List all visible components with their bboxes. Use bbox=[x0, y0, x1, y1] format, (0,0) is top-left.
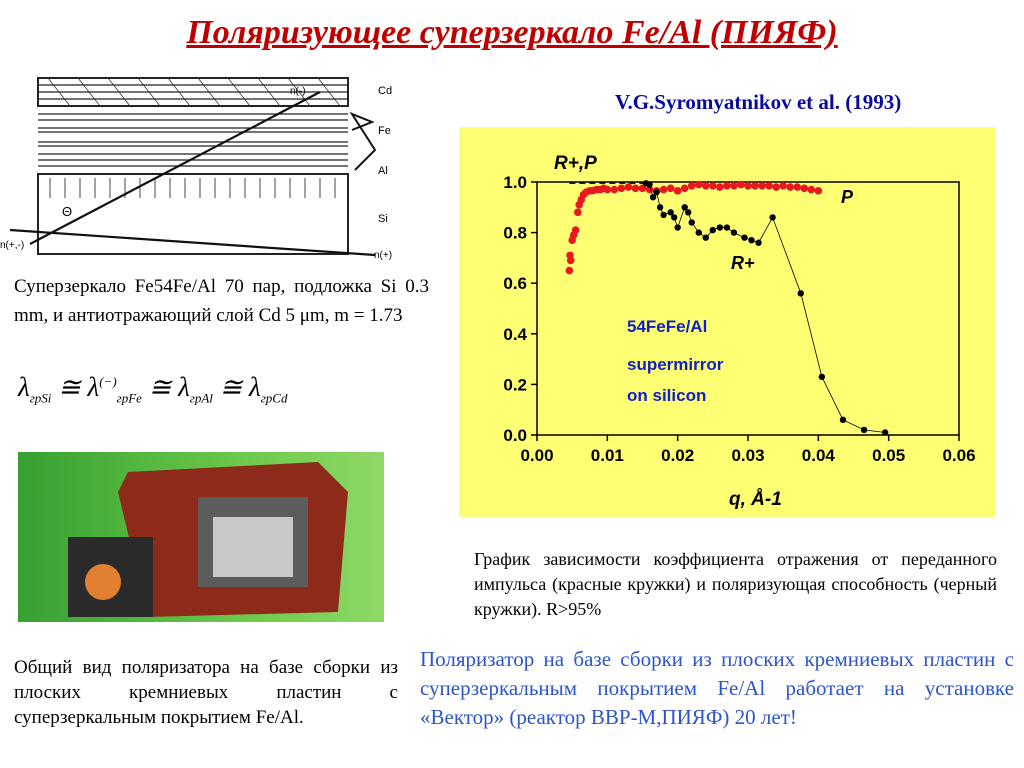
x-tick-label: 0.03 bbox=[731, 446, 765, 465]
reference-label: V.G.Syromyatnikov et al. (1993) bbox=[615, 90, 902, 114]
point-p bbox=[751, 182, 759, 190]
series-label-r: R+ bbox=[731, 253, 755, 273]
point-p bbox=[730, 182, 738, 190]
point-r bbox=[696, 229, 702, 235]
point-p bbox=[660, 186, 668, 194]
x-axis-label: q, Å-1 bbox=[729, 489, 782, 510]
point-r bbox=[674, 224, 680, 230]
point-p bbox=[737, 181, 745, 189]
point-p bbox=[709, 182, 717, 190]
y-tick-label: 1.0 bbox=[503, 173, 527, 192]
x-tick-label: 0.01 bbox=[590, 446, 624, 465]
n-minus-label: n(-) bbox=[290, 86, 306, 97]
point-p bbox=[808, 186, 816, 194]
y-tick-label: 0.6 bbox=[503, 274, 527, 294]
fe-label: Fe bbox=[378, 125, 391, 137]
annotation-line-2: supermirror bbox=[627, 355, 724, 374]
y-tick-label: 0.8 bbox=[503, 223, 527, 243]
plot-frame bbox=[537, 182, 959, 435]
reflectivity-chart bbox=[459, 127, 995, 517]
point-p bbox=[572, 226, 580, 234]
x-tick-label: 0.06 bbox=[942, 446, 976, 465]
y-tick-label: 0.4 bbox=[503, 324, 527, 344]
x-tick-label: 0.00 bbox=[520, 446, 554, 465]
point-r bbox=[660, 212, 666, 218]
point-p bbox=[723, 182, 731, 190]
point-p bbox=[604, 186, 612, 194]
point-p bbox=[681, 185, 689, 193]
point-p bbox=[625, 183, 633, 191]
slide-title: Поляризующее суперзеркало Fe/Al (ПИЯФ) bbox=[186, 14, 838, 51]
point-p bbox=[567, 257, 575, 265]
point-r bbox=[685, 209, 691, 215]
photo-caption: Общий вид поляризатора на базе сборки из плоских кремниевых пластин с суперзеркальным покрытием Fe/Al. bbox=[14, 657, 398, 728]
point-r bbox=[755, 240, 761, 246]
point-r bbox=[703, 234, 709, 240]
point-r bbox=[819, 374, 825, 380]
series-label-p: P bbox=[841, 187, 854, 207]
si-label: Si bbox=[378, 213, 388, 225]
point-r bbox=[882, 429, 888, 435]
series-line bbox=[569, 185, 818, 271]
point-p bbox=[611, 186, 619, 194]
n-plus-label: n(+) bbox=[374, 250, 393, 261]
point-r bbox=[657, 204, 663, 210]
point-r bbox=[653, 189, 659, 195]
point-p bbox=[702, 182, 710, 190]
point-p bbox=[793, 183, 801, 191]
point-p bbox=[667, 185, 675, 193]
point-r bbox=[710, 227, 716, 233]
point-r bbox=[646, 181, 652, 187]
point-p bbox=[674, 187, 682, 195]
point-r bbox=[724, 224, 730, 230]
point-p bbox=[765, 182, 773, 190]
critical-wavelength-formula: $\lambda_{грSi}$ ≅ $\lambda^{(-)}_{грFe}$ ≅ $\lambda_{грAl}$ ≅ $\lambda_{грCd}$ bbox=[18, 372, 288, 406]
y-axis-label: R+,P bbox=[554, 153, 597, 174]
chart-svg bbox=[459, 127, 995, 517]
point-r bbox=[671, 214, 677, 220]
point-p bbox=[758, 182, 766, 190]
n-plus-minus-label: n(+,-) bbox=[0, 240, 25, 251]
point-p bbox=[632, 185, 640, 193]
vector-caption: Поляризатор на базе сборки из плоских кремниевых пластин с суперзеркальным покрытием Fe/Al работает на установке «Вектор» (реактор ВВР-М,ПИЯФ) 20 лет! bbox=[420, 647, 1014, 729]
point-p bbox=[815, 187, 823, 195]
point-p bbox=[695, 181, 703, 189]
point-p bbox=[744, 182, 752, 190]
structure-caption: Суперзеркало Fe54Fe/Al 70 пар, подложка Si 0.3 mm, и антиотражающий слой Cd 5 μm, m = 1.73 bbox=[14, 276, 429, 326]
y-tick-label: 0.2 bbox=[503, 375, 527, 395]
point-r bbox=[717, 224, 723, 230]
point-r bbox=[798, 290, 804, 296]
point-r bbox=[731, 229, 737, 235]
point-r bbox=[748, 237, 754, 243]
point-r bbox=[689, 219, 695, 225]
point-p bbox=[800, 185, 808, 193]
point-r bbox=[769, 214, 775, 220]
x-tick-label: 0.05 bbox=[872, 446, 906, 465]
point-p bbox=[574, 209, 582, 217]
al-label: Al bbox=[378, 165, 388, 177]
polarizer-photo bbox=[18, 452, 384, 622]
point-p bbox=[688, 182, 696, 190]
point-p bbox=[618, 185, 626, 193]
chart-caption: График зависимости коэффициента отражения от переданного импульса (красные кружки) и поляризующая способность (черный кружки). R>95% bbox=[474, 549, 997, 619]
point-p bbox=[772, 183, 780, 191]
point-r bbox=[741, 234, 747, 240]
annotation-line-3: on silicon bbox=[627, 386, 707, 405]
point-p bbox=[786, 183, 794, 191]
supermirror-layer-diagram bbox=[0, 70, 450, 270]
x-tick-label: 0.02 bbox=[661, 446, 695, 465]
point-p bbox=[566, 267, 574, 275]
annotation-line-1: 54FeFe/Al bbox=[627, 317, 708, 336]
cd-label: Cd bbox=[378, 85, 393, 97]
point-p bbox=[779, 182, 787, 190]
theta-label: Θ bbox=[62, 204, 73, 219]
point-r bbox=[861, 427, 867, 433]
y-tick-label: 0.0 bbox=[503, 426, 527, 445]
point-p bbox=[716, 183, 724, 191]
x-tick-label: 0.04 bbox=[801, 446, 835, 465]
point-r bbox=[840, 417, 846, 423]
